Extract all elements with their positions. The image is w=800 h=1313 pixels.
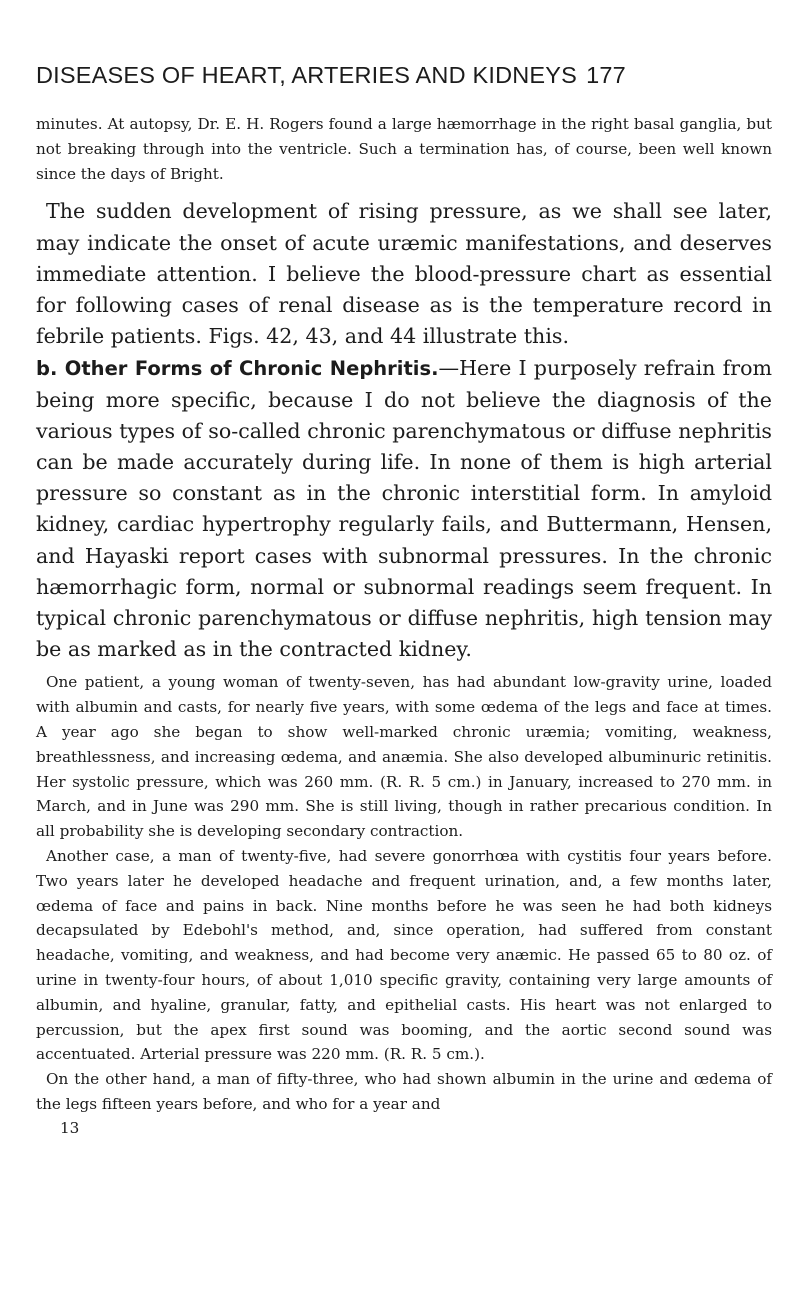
signature-mark: 13 [60, 1118, 80, 1137]
paragraph-rising-pressure: The sudden development of rising pressure, as we shall see later, may indicate the onset of acute uræmic manifestations, and deserves immediate attention. I believe the blood-pressure chart as essential for following cases of renal disease as is the temperature record in febrile patients. Figs. 42, 43, and 44 illustrate this. [36, 199, 772, 349]
page-number: 177 [586, 62, 626, 88]
running-head [36, 60, 772, 90]
paragraph-case-man-fifty-three: On the other hand, a man of fifty-three, who had shown albumin in the urine and œdema of the legs fifteen years before, and who for a year and [36, 1070, 772, 1113]
paragraph-case-man-twenty-five: Another case, a man of twenty-five, had severe gonorrhœa with cystitis four years before. Two years later he developed headache and frequent urination, and, a few months later, œdema of face and pains in back. Nine months before he was seen he had both kidneys decapsulated by Edebohl's method, and, since operation, had suffered from constant headache, vomiting, and weakness, and had become very anæmic. He passed 65 to 80 oz. of urine in twenty-four hours, of about 1,010 specific gravity, containing very large amounts of albumin, and hyaline, granular, fatty, and epithelial casts. His heart was not enlarged to percussion, but the apex first sound was booming, and the aortic second sound was accentuated. Arterial pressure was 220 mm. (R. R. 5 cm.). [36, 847, 772, 1064]
paragraph-case-young-woman: One patient, a young woman of twenty-seven, has had abundant low-gravity urine, loaded with albumin and casts, for nearly five years, with some œdema of the legs and face at times. A year ago she began to show well-marked chronic uræmia; vomiting, weakness, breathlessness, and increasing œdema, and anæmia. She also developed albuminuric retinitis. Her systolic pressure, which was 260 mm. (R. R. 5 cm.) in January, increased to 270 mm. in March, and in June was 290 mm. She is still living, though in rather precarious condition. In all probability she is developing secondary contraction. [36, 673, 772, 841]
paragraph-autopsy: minutes. At autopsy, Dr. E. H. Rogers found a large hæmorrhage in the right basal ganglia, but not breaking through into the ventricle. Such a termination has, of course, been well known since the days of Bright. [36, 115, 772, 183]
section-heading: b. Other Forms of Chronic Nephritis. [36, 357, 439, 381]
running-head-title: DISEASES OF HEART, ARTERIES AND KIDNEYS [36, 62, 578, 88]
book-page [36, 60, 772, 1139]
paragraph-other-forms [36, 353, 772, 665]
paragraph-other-forms-text: —Here I purposely refrain from being more specific, because I do not believe the diagnosis of the various types of so-called chronic parenchymatous or diffuse nephritis can be made accurately during life. In none of them is high arterial pressure so constant as in the chronic interstitial form. In amyloid kidney, cardiac hypertrophy regularly fails, and Buttermann, Hensen, and Hayaski report cases with subnormal pressures. In the chronic hæmorrhagic form, normal or subnormal readings seem frequent. In typical chronic parenchymatous or diffuse nephritis, high tension may be as marked as in the contracted kidney. [36, 356, 772, 662]
